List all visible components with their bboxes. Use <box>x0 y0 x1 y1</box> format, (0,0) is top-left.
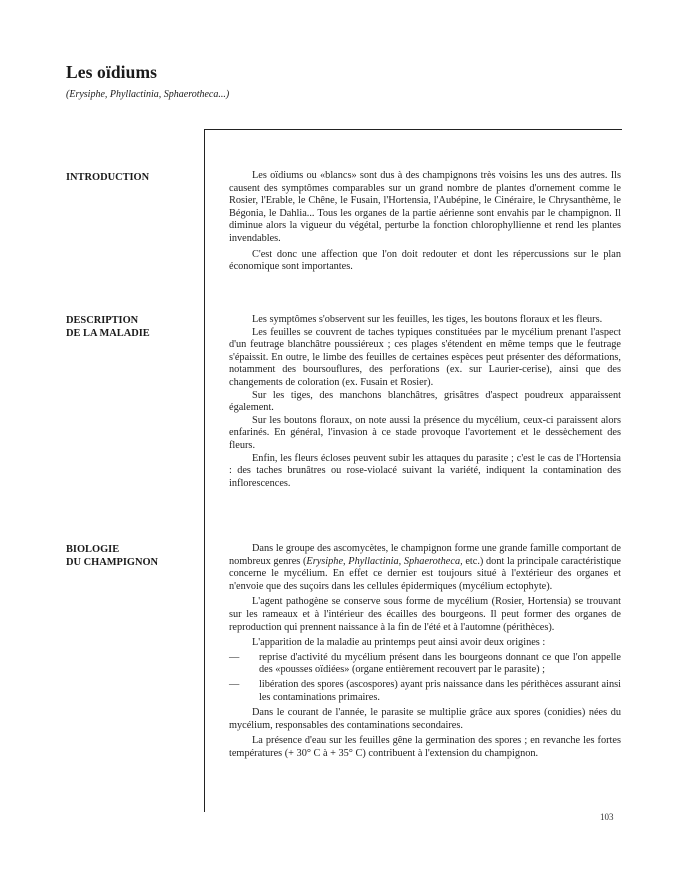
text-run: Dans le groupe des ascomycètes, le champignon forme une grande famille comportant de nombreux genres ( <box>229 543 621 567</box>
paragraph: Dans le courant de l'année, le parasite se multiplie grâce aux spores (conidies) nées du mycélium, responsables des contaminations secondaires. <box>229 707 621 731</box>
section-heading-line: DESCRIPTION <box>66 315 139 326</box>
text-run: etc.) dont la principale caractéristique concerne le mycélium. En effet ce dernier est toujours situé à l'extérieur des organes et n'envoie que des suçoirs dans les cellules épidermiques (mycélium ectophyte). <box>229 555 621 592</box>
section-heading-line: INTRODUCTION <box>66 172 150 183</box>
list-item <box>229 652 621 677</box>
paragraph: Sur les tiges, des manchons blanchâtres, grisâtres d'aspect poudreux apparaissent également. <box>229 389 621 414</box>
paragraph: C'est donc une affection que l'on doit redouter et dont les répercussions sur le plan économique sont importantes. <box>229 248 621 273</box>
page-number: 103 <box>600 812 614 822</box>
list-item <box>229 679 621 704</box>
origin-list <box>229 652 621 704</box>
paragraph: L'agent pathogène se conserve sous forme de mycélium (Rosier, Hortensia) se trouvant sur les rameaux et à l'intérieur des écailles des bourgeons. Il peut former des organes de reproduction qui prennent naissance à la fin de l'été et à l'automne (périthèces). <box>229 596 621 633</box>
list-item-text: reprise d'activité du mycélium présent dans les bourgeons donnant ce que l'on appelle des «pousses oïdiées» (organe entièrement recouvert par le parasite) ; <box>259 651 621 676</box>
paragraph: Sur les boutons floraux, on note aussi la présence du mycélium, ceux-ci paraissent alors enfarinés. En général, l'invasion à ce stade provoque l'avortement et le dessèchement des fleurs. <box>229 414 621 451</box>
dash-marker: — <box>229 651 240 663</box>
section-body-biologie <box>229 543 621 761</box>
section-body-introduction <box>229 170 621 274</box>
paragraph: Les symptômes s'observent sur les feuilles, les tiges, les boutons floraux et les fleurs. <box>252 314 603 325</box>
paragraph: L'apparition de la maladie au printemps peut ainsi avoir deux origines : <box>252 637 546 649</box>
section-heading-description <box>66 315 150 340</box>
document-subtitle: (Erysiphe, Phyllactinia, Sphaerotheca...) <box>66 89 230 100</box>
section-heading-line: DU CHAMPIGNON <box>66 556 159 568</box>
frame-top-rule <box>204 129 622 130</box>
section-body-description <box>229 314 621 490</box>
paragraph: Les oïdiums ou «blancs» sont dus à des champignons très voisins les uns des autres. Ils causent des symptômes comparables sur un grand nombre de plantes d'ornement comme le Rosier, l'Erable, le Chêne, le Fusain, l'Hortensia, l'Aubépine, le Cinéraire, le Chrysanthème, le Bégonia, le Dahlia... Tous les organes de la partie aérienne sont envahis par le champignon. Il diminue alors la vigueur du végétal, perturbe la fonction chlorophyllienne et rend les plantes invendables. <box>229 170 621 244</box>
paragraph <box>229 543 621 593</box>
paragraph: Enfin, les fleurs écloses peuvent subir les attaques du parasite ; c'est le cas de l'Hortensia : des taches brunâtres ou rose-violacé suivant la variété, indiquent la contamination des inflorescences. <box>229 452 621 489</box>
paragraph: Les feuilles se couvrent de taches typiques constituées par le mycélium prenant l'aspect d'un feutrage blanchâtre poussiéreux ; ces plages s'étendent en même temps que le feutrage s'épaissit. En outre, le limbe des feuilles de certaines espèces peut présenter des déformations, notamment des boursouflures, des perforations (ex. sur Laurier-cerise), ainsi que des changements de coloration (ex. Fusain et Rosier). <box>229 326 621 388</box>
dash-marker: — <box>229 678 240 690</box>
section-heading-line: DE LA MALADIE <box>66 327 150 339</box>
section-heading-introduction <box>66 172 149 185</box>
section-heading-line: BIOLOGIE <box>66 544 120 555</box>
paragraph: La présence d'eau sur les feuilles gêne la germination des spores ; en revanche les fortes températures (+ 30° C à + 35° C) contribuent à l'extension du champignon. <box>229 735 621 759</box>
document-title: Les oïdiums <box>66 62 158 82</box>
list-item-text: libération des spores (ascospores) ayant pris naissance dans les périthèces assurant ainsi les contaminations primaires. <box>259 678 621 703</box>
genus-names: Erysiphe, Phyllactinia, Sphaerotheca, <box>306 555 463 567</box>
frame-left-rule <box>204 129 205 812</box>
section-heading-biologie <box>66 544 158 569</box>
